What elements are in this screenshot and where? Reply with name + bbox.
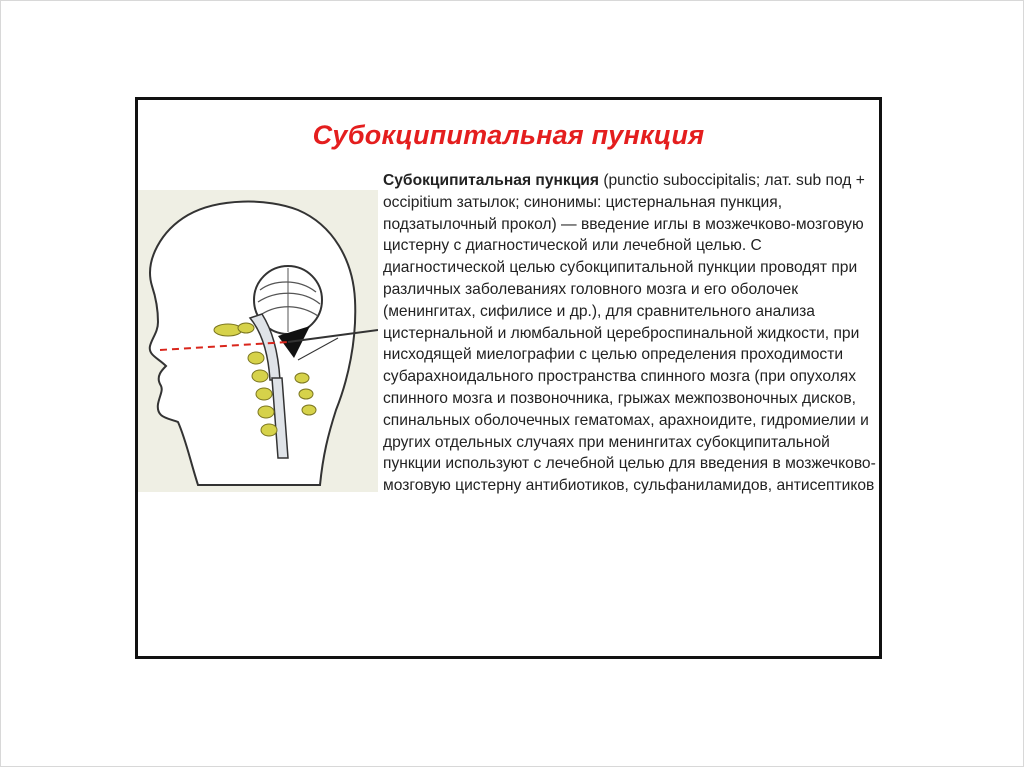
- body-paragraph: [383, 170, 877, 497]
- body-text: (punctio suboccipitalis; лат. sub под + occipitium затылок; синонимы: цистернальная пункция, подзатылочный прокол) — введение иглы в мозжечково-мозговую цистерну с диагностической или лечебной целью. С диагностической целью субокципитальной пункции проводят при различных заболеваниях головного мозга и его оболочек (менингитах, сифилисе и др.), для сравнительного анализа цистернальной и люмбальной цереброспинальной жидкости, при нисходящей миелографии с целью определения проходимости субарахноидального пространства спинного мозга (при опухолях спинного мозга и позвоночника, грыжах межпозвоночных дисков, спинальных оболочечных гематомах, арахноидите, гидромиелии и других отдельных случаях при менингитах субокципитальной пункции используют с лечебной целью для введения в мозжечково-мозговую цистерну антибиотиков, сульфаниламидов, антисептиков: [383, 172, 876, 495]
- body-term: Субокципитальная пункция: [383, 172, 599, 189]
- head-sagittal-section-illustration: [138, 190, 378, 492]
- slide-title: Субокципитальная пункция: [312, 120, 705, 150]
- slide: [135, 97, 882, 659]
